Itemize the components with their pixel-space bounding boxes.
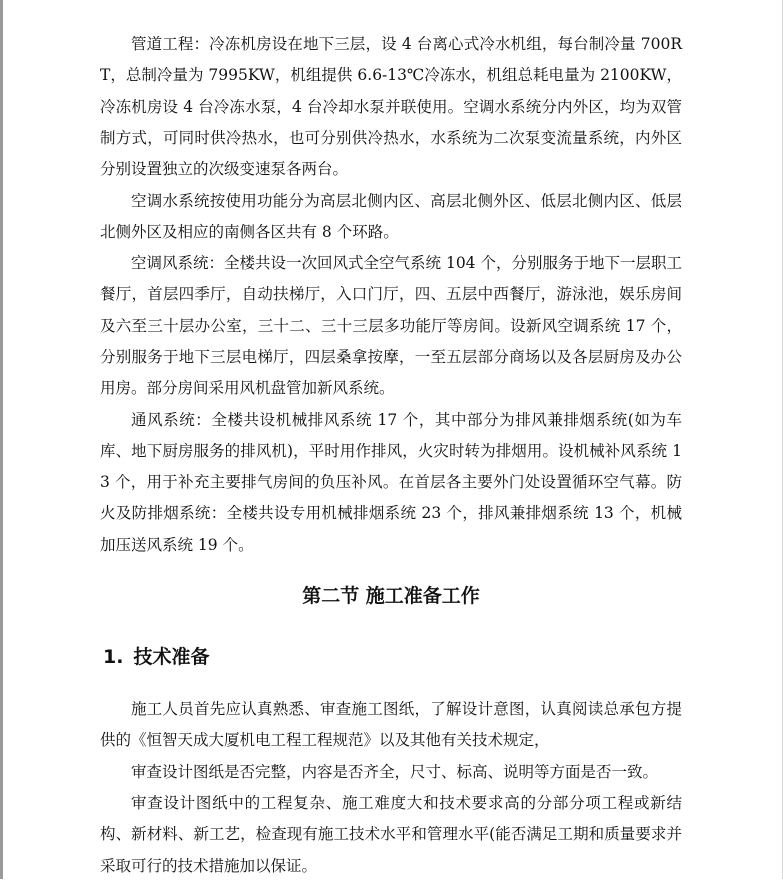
subsection-label: 技术准备 [133, 646, 210, 668]
paragraph-complexity-check: 审查设计图纸中的工程复杂、施工难度大和技术要求高的分部分项工程或新结构、新材料、新工艺，检查现有施工技术水平和管理水平(能否满足工期和质量要求并采取可行的技术措施加以保证。 [100, 794, 682, 875]
paragraph-water-loops: 空调水系统按使用功能分为高层北侧内区、高层北侧外区、低层北侧内区、低层北侧外区及相应的南侧各区共有 8 个环路。 [100, 191, 682, 241]
paragraph-air-system: 空调风系统：全楼共设一次回风式全空气系统 104 个，分别服务于地下一层职工餐厅，首层四季厅，自动扶梯厅，入口门厅，四、五层中西餐厅，游泳池，娱乐房间及六至三十层办公室，三十二、三十三层多功能厅等房间。设新风空调系统 17 个，分别服务于地下三层电梯厅，四层桑拿按摩，一至五层部分商场以及各层厨房及办公用房。部分房间采用风机盘管加新风系统。 [100, 254, 682, 398]
section-title: 第二节 施工准备工作 [302, 585, 480, 607]
paragraph-pipe-engineering: 管道工程：冷冻机房设在地下三层，设 4 台离心式冷水机组，每台制冷量 700RT，总制冷量为 7995KW，机组提供 6.6-13℃冷冻水，机组总耗电量为 2100KW，冷冻机房设 4 台冷冻水泵，4 台冷却水泵并联使用。空调水系统分内外区，均为双管制方式，可同时供冷热水，也可分别供冷热水，水系统为二次泵变流量系统，内外区分别设置独立的次级变速泵各两台。 [100, 35, 682, 179]
subsection-title [103, 641, 209, 673]
paragraph-completeness-check: 审查设计图纸是否完整，内容是否齐全，尺寸、标高、说明等方面是否一致。 [131, 762, 659, 781]
page-left-border [0, 0, 3, 879]
subsection-number: 1. [103, 646, 124, 668]
paragraph-ventilation-system: 通风系统：全楼共设机械排风系统 17 个，其中部分为排风兼排烟系统(如为车库、地下厨房服务的排风机)，平时用作排风，火灾时转为排烟用。设机械补风系统 13 个，用于补充主要排气房间的负压补风。在首层各主要外门处设置循环空气幕。防火及防排烟系统：全楼共设专用机械排烟系统 23 个，排风兼排烟系统 13 个，机械加压送风系统 19 个。 [100, 410, 682, 554]
paragraph-drawing-review: 施工人员首先应认真熟悉、审查施工图纸，了解设计意图，认真阅读总承包方提供的《恒智天成大厦机电工程工程规范》以及其他有关技术规定， [100, 700, 682, 750]
